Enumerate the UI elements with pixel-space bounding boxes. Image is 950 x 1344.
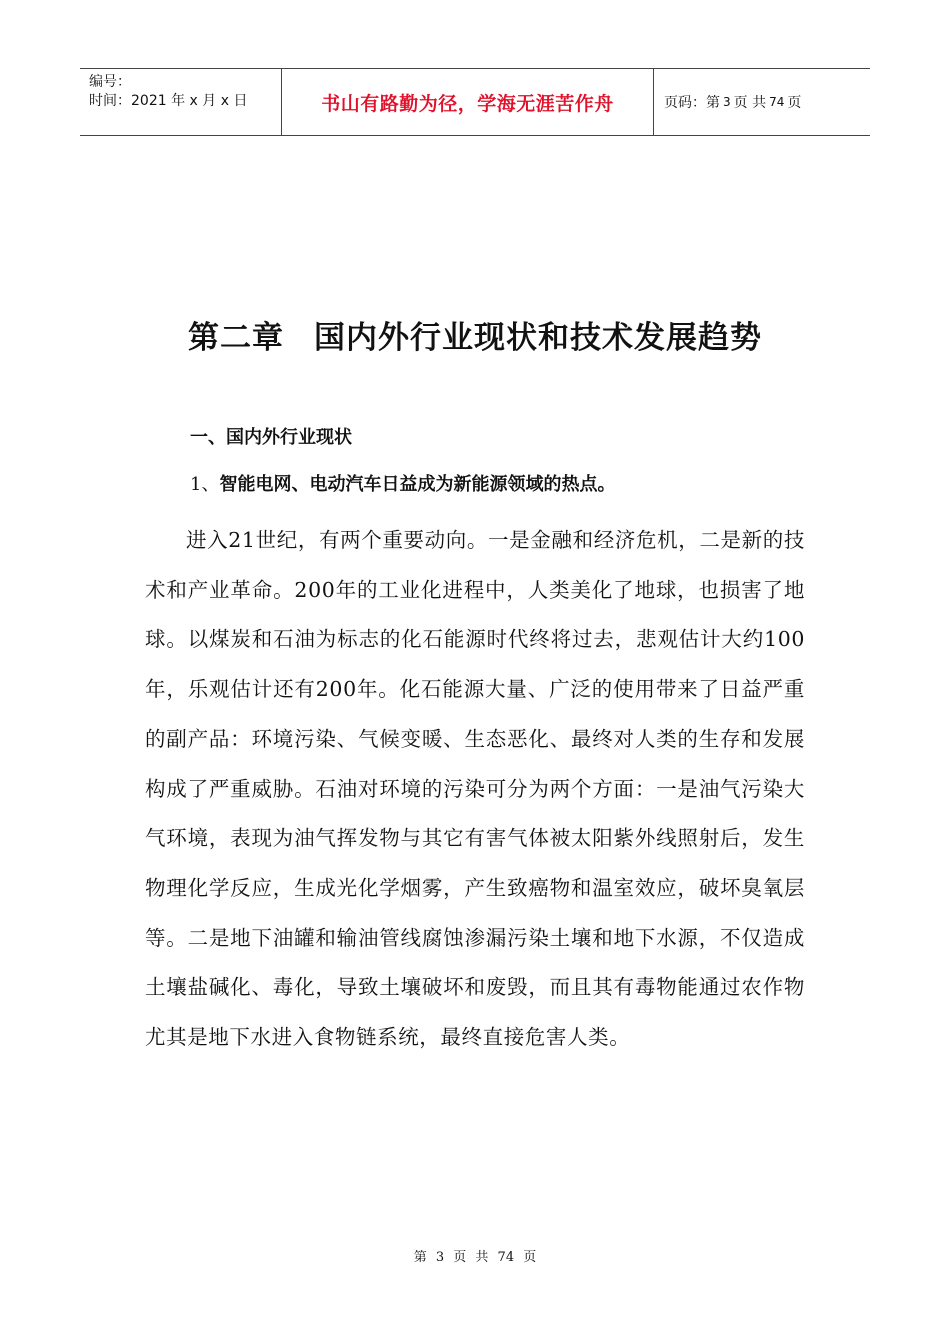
- sub-heading: [190, 470, 615, 496]
- page-prefix: 页码：第: [664, 95, 720, 111]
- sub-heading-text: 智能电网、电动汽车日益成为新能源领域的热点。: [219, 474, 616, 495]
- header-meta-cell: [80, 69, 282, 135]
- sub-heading-number: 1、: [190, 474, 220, 495]
- document-date-label: 时间：2021 年 x 月 x 日: [89, 93, 248, 109]
- header-motto: 书山有路勤为径，学海无涯苦作舟: [282, 69, 654, 135]
- page-footer: 第 3 页 共 74 页: [413, 1250, 537, 1265]
- page-header: [80, 68, 870, 136]
- body-paragraph: 进入21世纪，有两个重要动向。一是金融和经济危机，二是新的技术和产业革命。200年的工业化进程中，人类美化了地球，也损害了地球。以煤炭和石油为标志的化石能源时代终将过去，悲观估计大约100年，乐观估计还有200年。化石能源大量、广泛的使用带来了日益严重的副产品：环境污染、气候变暖、生态恶化、最终对人类的生存和发展构成了严重威胁。石油对环境的污染可分为两个方面：一是油气污染大气环境，表现为油气挥发物与其它有害气体被太阳紫外线照射后，发生物理化学反应，生成光化学烟雾，产生致癌物和温室效应，破坏臭氧层等。二是地下油罐和输油管线腐蚀渗漏污染土壤和地下水源，不仅造成土壤盐碱化、毒化，导致土壤破坏和废毁，而且其有毒物能通过农作物尤其是地下水进入食物链系统，最终直接危害人类。: [145, 528, 805, 1050]
- page-suffix: 页: [787, 95, 802, 111]
- chapter-label: 第二章: [188, 320, 284, 356]
- section-heading: 一、国内外行业现状: [190, 427, 352, 448]
- header-page-indicator: [654, 69, 870, 135]
- page-mid: 页 共: [733, 95, 767, 111]
- chapter-title: [0, 312, 950, 357]
- chapter-title-text: 国内外行业现状和技术发展趋势: [314, 320, 762, 356]
- page-total: 74: [769, 95, 785, 109]
- page-current: 3: [723, 95, 731, 109]
- document-number-label: 编号：: [89, 74, 131, 90]
